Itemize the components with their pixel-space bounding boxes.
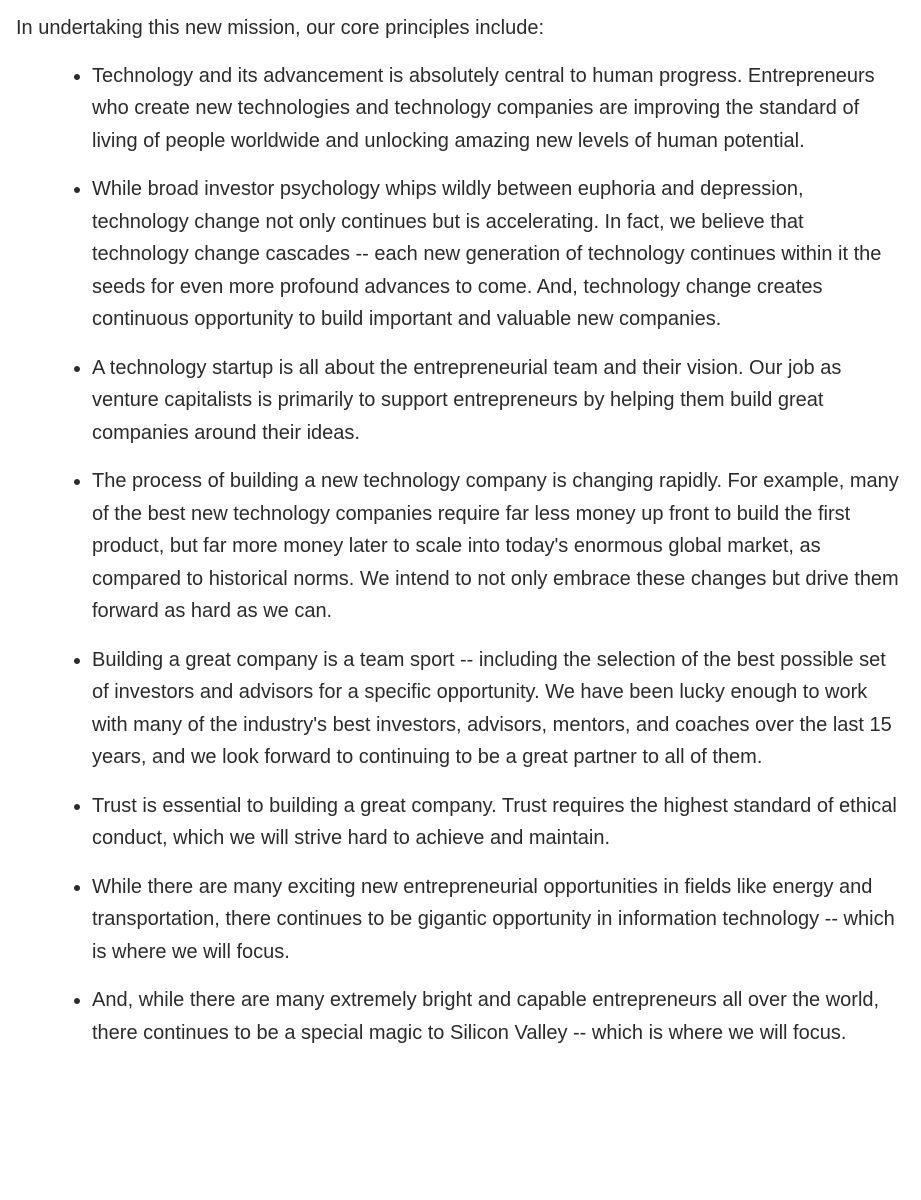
principle-item-information-technology: • While there are many exciting new entrepreneurial opportunities in fields like energy and transportation, there continues to be gigantic opportunity in information technology -- which is where we will focus. bbox=[92, 871, 903, 969]
intro-paragraph: In undertaking this new mission, our core principles include: bbox=[16, 17, 545, 39]
principles-list bbox=[16, 60, 903, 1050]
principle-item-silicon-valley: • And, while there are many extremely bright and capable entrepreneurs all over the world, there continues to be a special magic to Silicon Valley -- which is where we will focus. bbox=[92, 984, 903, 1049]
principle-item-trust: • Trust is essential to building a great company. Trust requires the highest standard of ethical conduct, which we will strive hard to achieve and maintain. bbox=[92, 790, 903, 855]
principle-item-entrepreneurial-team: • A technology startup is all about the entrepreneurial team and their vision. Our job as venture capitalists is primarily to support entrepreneurs by helping them build great companies around their ideas. bbox=[92, 352, 903, 450]
principle-item-team-sport: • Building a great company is a team sport -- including the selection of the best possible set of investors and advisors for a specific opportunity. We have been lucky enough to work with many of the industry's best investors, advisors, mentors, and coaches over the last 15 years, and we look forward to continuing to be a great partner to all of them. bbox=[92, 644, 903, 774]
principle-item-technology-progress: • Technology and its advancement is absolutely central to human progress. Entrepreneurs who create new technologies and technology companies are improving the standard of living of people worldwide and unlocking amazing new levels of human potential. bbox=[92, 60, 903, 158]
principle-item-building-process: • The process of building a new technology company is changing rapidly. For example, many of the best new technology companies require far less money up front to build the first product, but far more money later to scale into today's enormous global market, as compared to historical norms. We intend to not only embrace these changes but drive them forward as hard as we can. bbox=[92, 465, 903, 628]
principle-item-technology-change: • While broad investor psychology whips wildly between euphoria and depression, technology change not only continues but is accelerating. In fact, we believe that technology change cascades -- each new generation of technology continues within it the seeds for even more profound advances to come. And, technology change creates continuous opportunity to build important and valuable new companies. bbox=[92, 173, 903, 336]
